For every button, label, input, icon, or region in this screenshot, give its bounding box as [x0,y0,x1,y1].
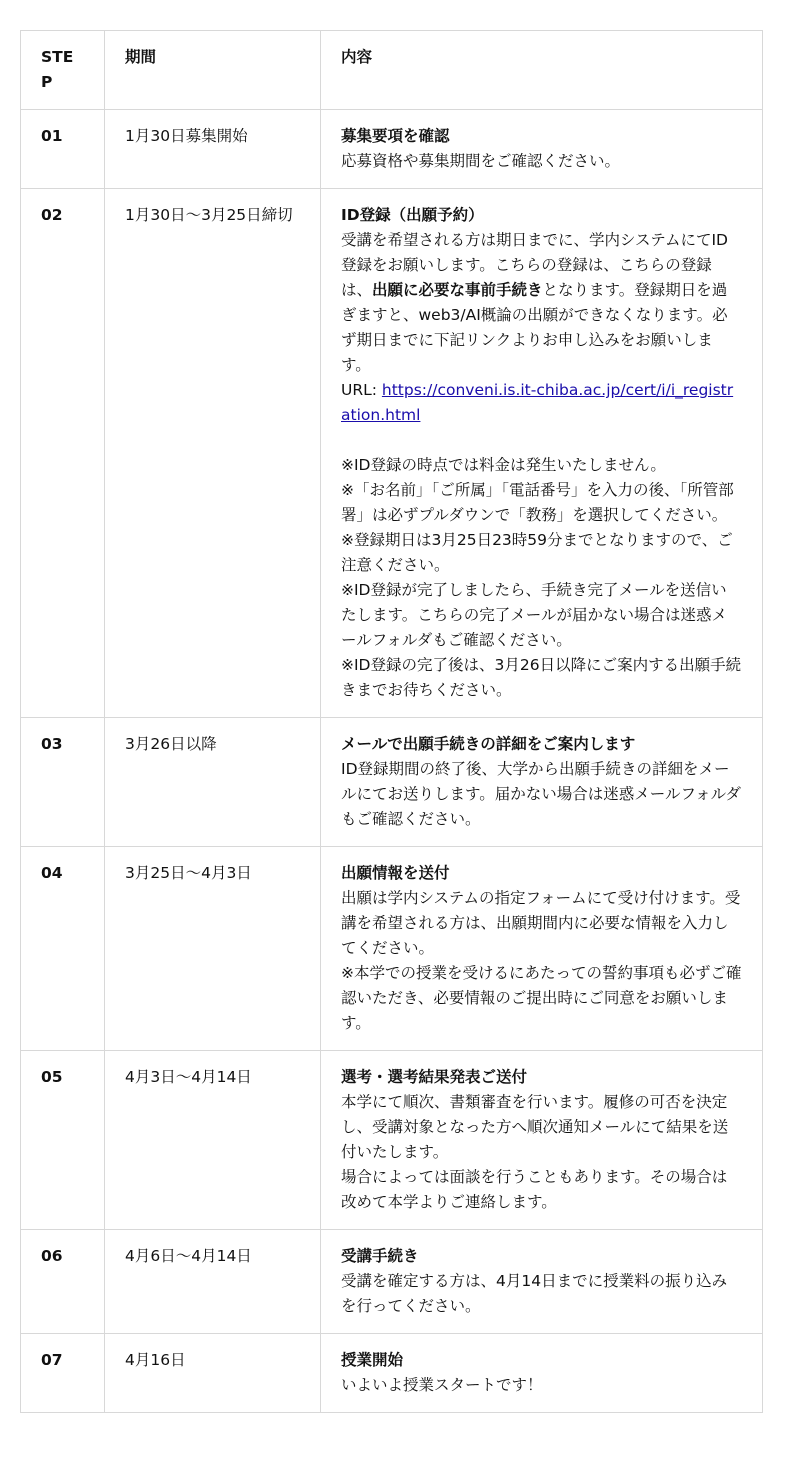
step-text: 応募資格や募集期間をご確認ください。 [341,152,621,170]
step-number: 06 [21,1230,105,1334]
step-title: ID登録（出願予約） [341,206,484,224]
table-row [21,189,763,718]
table-row [21,1334,763,1413]
step-number: 05 [21,1051,105,1230]
step-content [321,110,763,189]
step-period: 1月30日募集開始 [105,110,321,189]
step-period: 1月30日〜3月25日締切 [105,189,321,718]
step-title: 選考・選考結果発表ご送付 [341,1068,528,1086]
step-content [321,718,763,847]
step-title: 受講手続き [341,1247,419,1265]
step-text: 場合によっては面談を行うこともあります。その場合は改めて本学よりご連絡します。 [341,1168,728,1211]
registration-link[interactable]: https://conveni.is.it-chiba.ac.jp/cert/i/i_registration.html [341,381,734,424]
step-text [341,228,742,378]
step-period: 3月26日以降 [105,718,321,847]
table-row [21,847,763,1051]
step-text: いよいよ授業スタートです！ [341,1376,543,1394]
step-title: メールで出願手続きの詳細をご案内します [341,735,636,753]
url-label: URL: [341,381,382,399]
step-number: 01 [21,110,105,189]
header-step: STEP [21,31,105,110]
step-period: 3月25日〜4月3日 [105,847,321,1051]
step-text: ID登録期間の終了後、大学から出願手続きの詳細をメールにてお送りします。届かない場合は迷惑メールフォルダもご確認ください。 [341,760,742,828]
spacer [341,428,742,453]
step-title: 募集要項を確認 [341,127,450,145]
url-line [341,378,742,428]
table-row [21,1230,763,1334]
note-item: ※登録期日は3月25日23時59分までとなりますので、ご注意ください。 [341,531,733,574]
step-content [321,1230,763,1334]
table-header-row [21,31,763,110]
step-content [321,1334,763,1413]
note-item: ※「お名前」「ご所属」「電話番号」を入力の後、「所管部署」は必ずプルダウンで「教務」を選択してください。 [341,481,734,524]
step-text-emphasis: 出願に必要な事前手続き [372,281,543,299]
step-text: ※本学での授業を受けるにあたっての誓約事項も必ずご確認いただき、必要情報のご提出時にご同意をお願いします。 [341,964,742,1032]
step-period: 4月6日〜4月14日 [105,1230,321,1334]
step-period: 4月16日 [105,1334,321,1413]
step-number: 03 [21,718,105,847]
table-row [21,110,763,189]
step-number: 04 [21,847,105,1051]
schedule-table [20,30,763,1413]
header-content: 内容 [321,31,763,110]
table-row [21,1051,763,1230]
step-title: 出願情報を送付 [341,864,450,882]
note-item: ※ID登録の時点では料金は発生いたしません。 [341,456,666,474]
step-text: 出願は学内システムの指定フォームにて受け付けます。受講を希望される方は、出願期間内に必要な情報を入力してください。 [341,889,741,957]
step-content [321,1051,763,1230]
step-period: 4月3日〜4月14日 [105,1051,321,1230]
note-item: ※ID登録が完了しましたら、手続き完了メールを送信いたします。こちらの完了メールが届かない場合は迷惑メールフォルダもご確認ください。 [341,581,727,649]
step-content [321,189,763,718]
step-number: 02 [21,189,105,718]
step-title: 授業開始 [341,1351,404,1369]
step-number: 07 [21,1334,105,1413]
step-text-after: となります。登録期日を過ぎますと、web3/AI概論の出願ができなくなります。必ず期日までに下記リンクよりお申し込みをお願いします。 [341,281,728,374]
step-text: 本学にて順次、書類審査を行います。履修の可否を決定し、受講対象となった方へ順次通知メールにて結果を送付いたします。 [341,1093,729,1161]
step-text-before: 受講を希望される方は期日までに、学内システムにてID登録をお願いします。こちらの登録は、こちらの登録は、 [341,231,728,299]
header-period: 期間 [105,31,321,110]
step-content [321,847,763,1051]
step-text: 受講を確定する方は、4月14日までに授業料の振り込みを行ってください。 [341,1272,728,1315]
note-item: ※ID登録の完了後は、3月26日以降にご案内する出願手続きまでお待ちください。 [341,656,742,699]
schedule-table-container [20,30,762,1413]
table-row [21,718,763,847]
